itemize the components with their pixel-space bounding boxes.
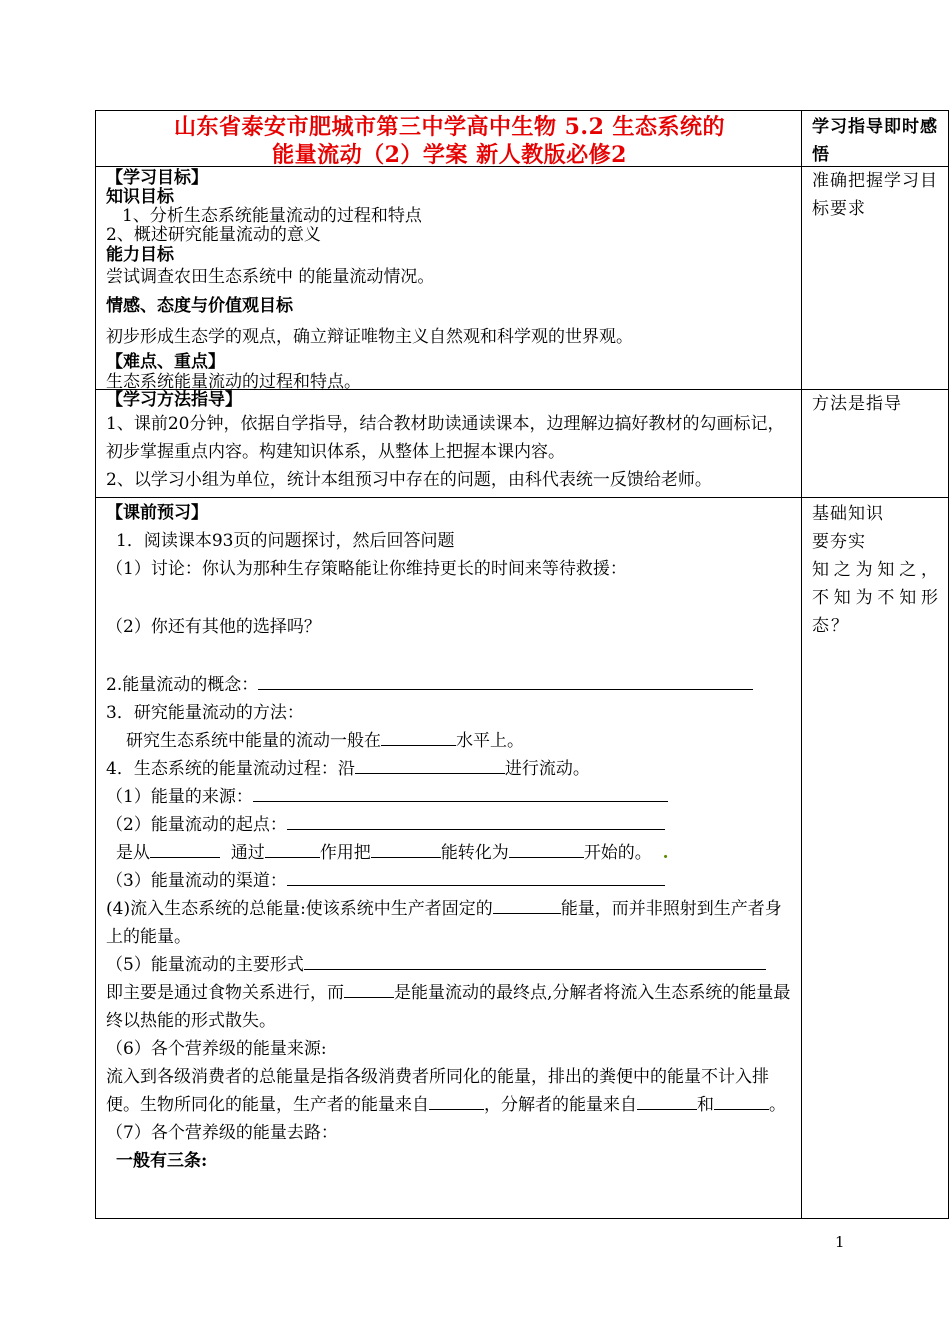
s4-text-a: (4)流入生态系统的总能量:使该系统中生产者固定的: [106, 899, 493, 919]
key-points-text: 生态系统能量流动的过程和特点。: [106, 372, 361, 392]
pathway-blank[interactable]: [287, 869, 665, 886]
sub-1-label: （1）能量的来源：: [106, 787, 253, 807]
concept-blank[interactable]: [258, 673, 753, 690]
sub-3-label: （3）能量流动的渠道：: [106, 871, 287, 891]
knowledge-item-2: 2、概述研究能量流动的意义: [106, 225, 321, 245]
start-blank[interactable]: [287, 813, 665, 830]
page-title: [106, 111, 793, 169]
key-points-heading: 【难点、重点】: [106, 352, 225, 372]
question-3: 3．研究能量流动的方法：: [106, 703, 304, 723]
q3-text-a: 研究生态系统中能量的流动一般在: [126, 731, 381, 751]
objectives-heading: 【学习目标】: [106, 168, 208, 188]
s6-text-a: 流入到各级消费者的总能量是指各级消费者所同化的能量，排出的粪便中的能量不计入排便。生物所同化的能量，生产者的能量来自: [106, 1067, 769, 1115]
question-3-line: [106, 727, 793, 755]
sub-5: [106, 951, 793, 979]
s2-text-e: 开始的。: [583, 843, 652, 863]
objectives-side-cell: [802, 167, 948, 389]
method-cell: [96, 390, 802, 497]
green-dot-mark: .: [662, 843, 669, 863]
question-1-1: （1）讨论：你认为那种生存策略能让你维持更长的时间来等待救援：: [106, 559, 627, 579]
sub-2-detail: [106, 839, 793, 867]
preview-side-note-3: 知之为知之，不知为不知形态？: [812, 560, 940, 636]
sub-5-detail: [106, 979, 793, 1035]
s2-blank-3[interactable]: [371, 841, 441, 858]
preview-side-note-1: 基础知识: [812, 504, 884, 524]
page-number: 1: [835, 1233, 845, 1251]
s6-text-d: 。: [769, 1095, 786, 1115]
q4-text-a: 4．生态系统的能量流动过程：沿: [106, 759, 355, 779]
sub-4: [106, 895, 793, 951]
objectives-cell: [96, 167, 802, 392]
sub-2-label: （2）能量流动的起点：: [106, 815, 287, 835]
method-side-note: 方法是指导: [812, 394, 902, 414]
s2-text-c: 作用把: [319, 843, 371, 863]
question-2-label: 2.能量流动的概念：: [106, 675, 259, 695]
question-1-2: （2）你还有其他的选择吗？: [106, 617, 321, 637]
ability-text: 尝试调查农田生态系统中 的能量流动情况。: [106, 267, 435, 287]
side-header-cell: [802, 111, 948, 166]
s2-text-b: 通过: [230, 843, 265, 863]
knowledge-heading: 知识目标: [106, 187, 174, 207]
sub-1: [106, 783, 793, 811]
s2-blank-1[interactable]: [150, 841, 220, 858]
s6-text-b: ，分解者的能量来自: [484, 1095, 637, 1115]
sub-7-detail: 一般有三条:: [116, 1151, 208, 1171]
s2-blank-2[interactable]: [265, 841, 320, 858]
s2-text-a: 是从: [116, 843, 150, 863]
method-side-cell: [802, 390, 948, 497]
worksheet-table: [95, 110, 949, 1219]
form-blank[interactable]: [304, 953, 766, 970]
endpoint-blank[interactable]: [344, 981, 394, 998]
s2-text-d: 能转化为: [440, 843, 509, 863]
method-item-1: 1、课前20分钟，依据自学指导，结合教材助读通读课本，边理解边搞好教材的勾画标记，初步掌握重点内容。构建知识体系，从整体上把握本课内容。: [106, 414, 785, 462]
preview-cell: [96, 498, 802, 1218]
emotion-heading: 情感、态度与价值观目标: [106, 296, 293, 316]
s4-text-b: 能量，而并非照射到生产者身上的能量。: [106, 899, 782, 947]
header-row: [96, 111, 948, 167]
s6-text-c: 和: [697, 1095, 714, 1115]
source-blank[interactable]: [253, 785, 668, 802]
preview-side-cell: [802, 498, 948, 1218]
method-row: [96, 390, 948, 498]
emotion-text: 初步形成生态学的观点，确立辩证唯物主义自然观和科学观的世界观。: [106, 327, 633, 347]
title-cell: [96, 111, 802, 166]
question-2: [106, 671, 793, 699]
total-energy-blank[interactable]: [493, 897, 561, 914]
objectives-side-note: 准确把握学习目标要求: [812, 171, 938, 219]
sub-6: （6）各个营养级的能量来源:: [106, 1039, 327, 1059]
channel-blank[interactable]: [355, 757, 505, 774]
preview-row: [96, 498, 948, 1218]
preview-side-note-2: 要夯实: [812, 532, 866, 552]
q3-text-b: 水平上。: [456, 731, 524, 751]
decomposer-source-blank-2[interactable]: [714, 1093, 769, 1110]
s2-blank-4[interactable]: [509, 841, 584, 858]
producer-source-blank[interactable]: [429, 1093, 484, 1110]
knowledge-item-1: 1、分析生态系统能量流动的过程和特点: [122, 206, 422, 226]
side-title: 学习指导即时感悟: [812, 117, 938, 165]
level-blank[interactable]: [381, 729, 456, 746]
objectives-row: [96, 167, 948, 390]
sub-6-detail: [106, 1063, 793, 1119]
method-heading: 【学习方法指导】: [106, 390, 242, 410]
title-line-2: 能量流动（2）学案 新人教版必修2: [272, 142, 627, 168]
sub-3: [106, 867, 793, 895]
ability-heading: 能力目标: [106, 245, 174, 265]
q4-text-b: 进行流动。: [504, 759, 590, 779]
sub-2: [106, 811, 793, 839]
preview-heading: 【课前预习】: [106, 503, 208, 523]
s5-text-b: 是能量流动的最终点,分解者将流入生态系统的能量最终以热能的形式散失。: [106, 983, 791, 1031]
s5-text-a: 即主要是通过食物关系进行，而: [106, 983, 344, 1003]
method-item-2: 2、以学习小组为单位，统计本组预习中存在的问题，由科代表统一反馈给老师。: [106, 470, 712, 490]
decomposer-source-blank-1[interactable]: [637, 1093, 697, 1110]
title-line-1: 山东省泰安市肥城市第三中学高中生物 5.2 生态系统的: [173, 114, 726, 140]
sub-5-label: （5）能量流动的主要形式: [106, 955, 304, 975]
sub-7: （7）各个营养级的能量去路：: [106, 1123, 338, 1143]
question-4: [106, 755, 793, 783]
question-1: 1．阅读课本93页的问题探讨，然后回答问题: [116, 531, 455, 551]
